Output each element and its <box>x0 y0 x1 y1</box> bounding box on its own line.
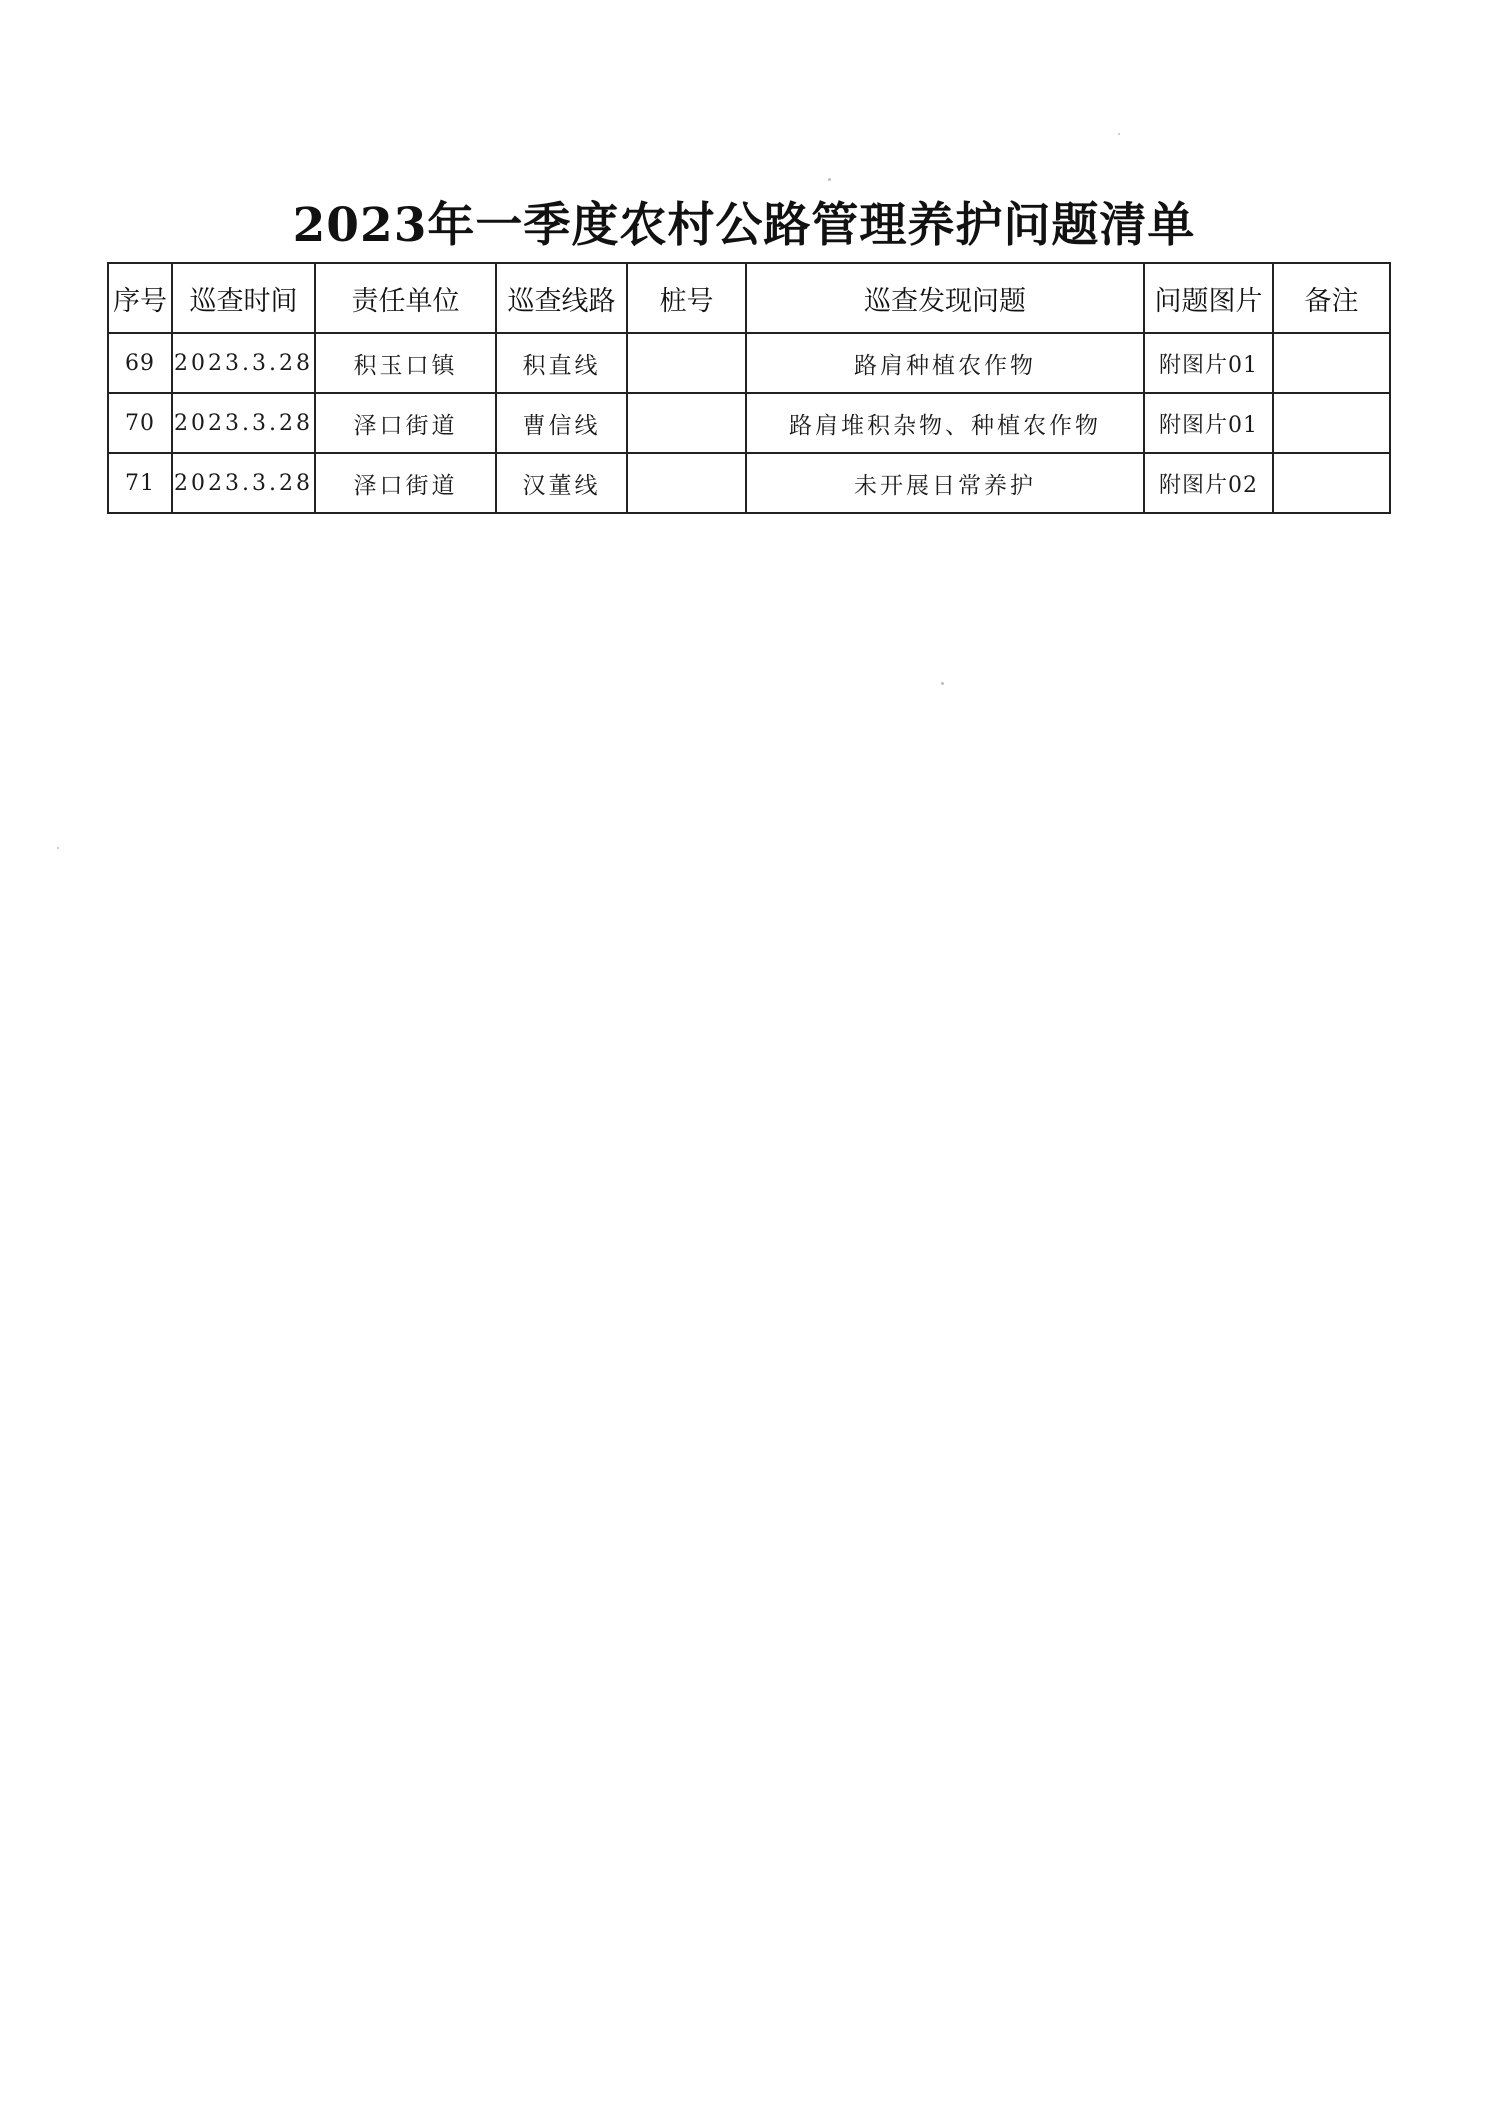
cell-route: 积直线 <box>496 333 627 393</box>
cell-photo: 附图片01 <box>1144 333 1273 393</box>
cell-date: 2023.3.28 <box>172 333 315 393</box>
cell-unit: 泽口街道 <box>315 453 496 513</box>
table-row <box>108 453 1390 513</box>
cell-route: 汉董线 <box>496 453 627 513</box>
cell-date: 2023.3.28 <box>172 393 315 453</box>
cell-remark <box>1273 333 1390 393</box>
cell-index: 70 <box>108 393 172 453</box>
scan-speck <box>1118 133 1120 135</box>
cell-stake <box>627 333 746 393</box>
table-row <box>108 333 1390 393</box>
table-row <box>108 393 1390 453</box>
cell-stake <box>627 453 746 513</box>
issues-table <box>107 262 1391 514</box>
cell-issue: 未开展日常养护 <box>746 453 1144 513</box>
header-route: 巡查线路 <box>496 263 627 333</box>
cell-date: 2023.3.28 <box>172 453 315 513</box>
scan-speck <box>57 847 59 849</box>
cell-index: 71 <box>108 453 172 513</box>
table-header-row <box>108 263 1390 333</box>
cell-stake <box>627 393 746 453</box>
cell-route: 曹信线 <box>496 393 627 453</box>
cell-index: 69 <box>108 333 172 393</box>
header-photo: 问题图片 <box>1144 263 1273 333</box>
header-issue: 巡查发现问题 <box>746 263 1144 333</box>
header-remark: 备注 <box>1273 263 1390 333</box>
cell-unit: 积玉口镇 <box>315 333 496 393</box>
cell-remark <box>1273 393 1390 453</box>
cell-issue: 路肩堆积杂物、种植农作物 <box>746 393 1144 453</box>
cell-remark <box>1273 453 1390 513</box>
header-date: 巡查时间 <box>172 263 315 333</box>
header-stake: 桩号 <box>627 263 746 333</box>
header-index: 序号 <box>108 263 172 333</box>
header-unit: 责任单位 <box>315 263 496 333</box>
document-title: 2023年一季度农村公路管理养护问题清单 <box>292 198 1196 253</box>
cell-issue: 路肩种植农作物 <box>746 333 1144 393</box>
scan-speck <box>941 682 944 685</box>
cell-photo: 附图片01 <box>1144 393 1273 453</box>
cell-photo: 附图片02 <box>1144 453 1273 513</box>
scan-speck <box>828 178 831 181</box>
cell-unit: 泽口街道 <box>315 393 496 453</box>
